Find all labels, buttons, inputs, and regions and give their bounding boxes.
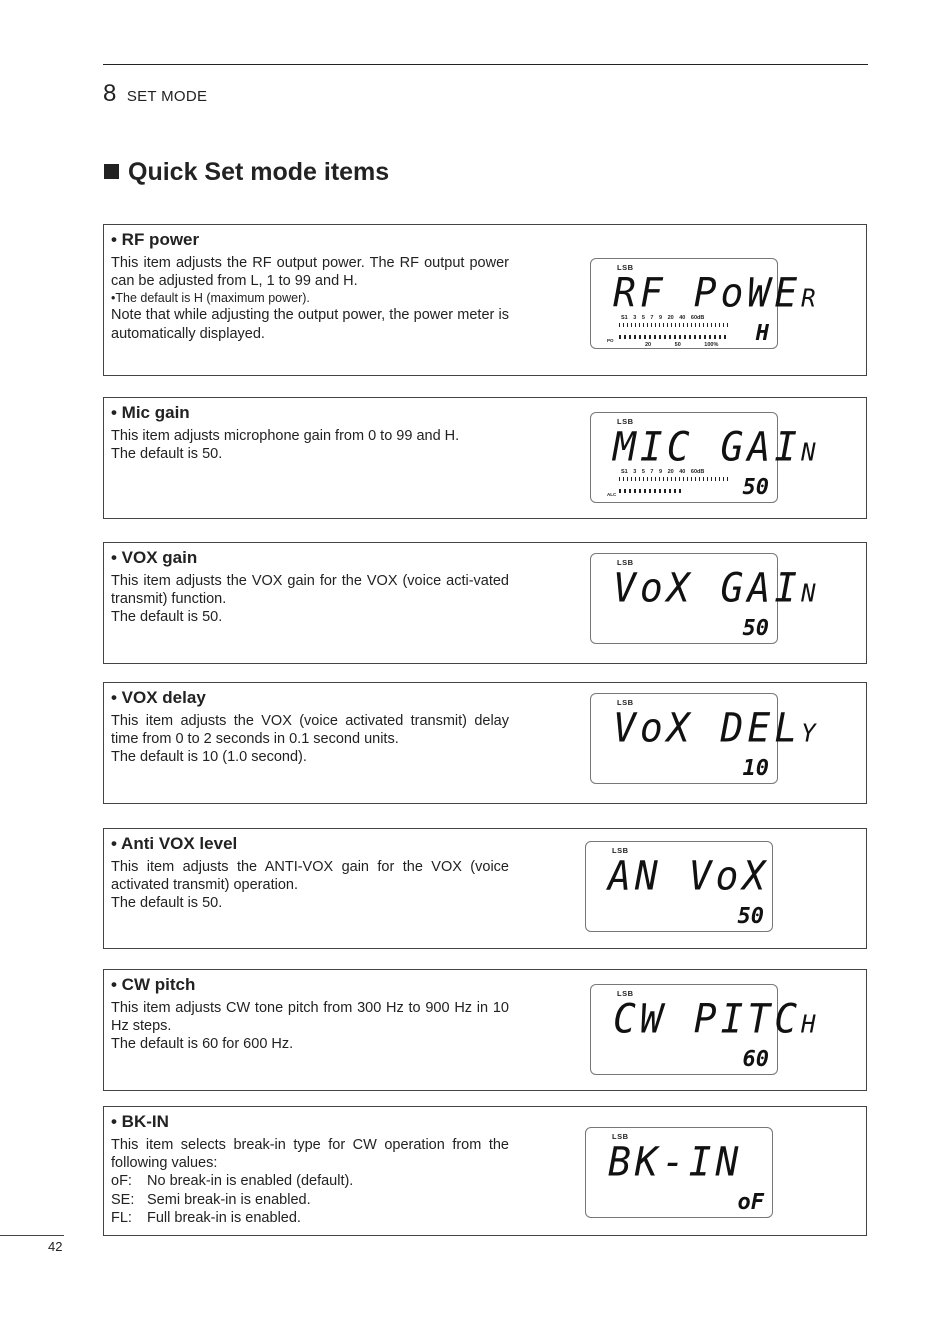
meter-bar [619,335,729,339]
paragraph: This item adjusts the VOX (voice activated transmit) delay time from 0 to 2 seconds in 0.1 second units. [111,713,509,748]
item-description [111,999,509,1054]
item-description [111,858,509,913]
lcd-value: 60 [742,1047,769,1072]
item-description [111,427,509,463]
paragraph: The default is 50. [111,446,223,463]
lcd-value: 50 [737,904,764,929]
lcd-display [590,412,816,503]
item-cw-pitch [103,969,867,1091]
lcd-main-text: MIC GAIN [613,423,816,471]
paragraph: The default is 50. [111,895,223,912]
lcd-value: oF [737,1190,764,1215]
item-heading: • Anti VOX level [111,834,238,853]
paragraph: This item adjusts microphone gain from 0 to 99 and H. [111,428,460,444]
item-anti-vox-level [103,828,867,949]
page-number: 42 [48,1239,63,1254]
lcd-value: 10 [742,756,769,781]
meter-label: ALC [607,492,617,497]
item-mic-gain [103,397,867,519]
item-heading: • RF power [111,230,200,249]
lcd-mode-indicator: LSB [617,417,634,426]
lcd-main-text: VoX GAIN [613,564,816,612]
paragraph-note: •The default is H (maximum power). [111,291,310,306]
lcd-value: 50 [742,616,769,641]
paragraph: This item adjusts the ANTI-VOX gain for the VOX (voice activated transmit) operation. [111,859,509,894]
option-full: FL: Full break-in is enabled. [111,1209,301,1226]
lcd-display [590,984,816,1075]
lcd-mode-indicator: LSB [612,1132,629,1141]
lcd-value: H [755,321,769,346]
lcd-display [585,1127,773,1218]
lcd-main-text: CW PITCH [613,995,816,1043]
header-rule [103,64,868,65]
lcd-value: 50 [742,475,769,500]
lcd-mode-indicator: LSB [617,698,634,707]
lcd-display [590,693,816,784]
item-rf-power [103,224,867,376]
chapter-title: SET MODE [126,88,208,105]
item-description [111,254,509,343]
meter-ticks [619,323,729,327]
footer-rule [0,1235,64,1236]
meter-scale-power: 20 50 100% [645,342,719,348]
lcd-main-text: BK-IN [608,1138,743,1186]
lcd-main-text: RF PoWER [613,269,816,317]
item-heading: • CW pitch [111,975,196,994]
item-heading: • VOX gain [111,548,198,567]
lcd-meter [607,469,737,497]
lcd-mode-indicator: LSB [617,558,634,567]
option-off: oF: No break-in is enabled (default). [111,1173,354,1190]
item-heading: • Mic gain [111,403,190,422]
item-description [111,712,509,767]
meter-ticks [619,477,729,481]
meter-scale: S1 3 5 7 9 20 40 60dB [621,469,705,475]
paragraph: Note that while adjusting the output power, the power meter is automatically displayed. [111,307,509,342]
lcd-main-text: VoX DELY [613,704,816,752]
lcd-display [590,258,816,349]
chapter-header [103,80,207,108]
chapter-number: 8 [103,80,117,107]
lcd-display [585,841,773,932]
lcd-mode-indicator: LSB [617,263,634,272]
lcd-mode-indicator: LSB [617,989,634,998]
item-description [111,1136,509,1227]
lcd-mode-indicator: LSB [612,846,629,855]
item-vox-gain [103,542,867,664]
item-heading: • BK-IN [111,1112,169,1131]
paragraph: This item adjusts the VOX gain for the VOX (voice acti-vated transmit) function. [111,573,509,608]
paragraph: This item adjusts CW tone pitch from 300 Hz to 900 Hz in 10 Hz steps. [111,1000,509,1035]
lcd-meter [607,315,737,348]
section-title [104,158,389,187]
item-bk-in [103,1106,867,1236]
meter-label: PO [607,338,614,343]
paragraph: The default is 60 for 600 Hz. [111,1036,294,1053]
option-semi: SE: Semi break-in is enabled. [111,1191,311,1208]
paragraph: This item selects break-in type for CW operation from the following values: [111,1137,509,1172]
meter-scale: S1 3 5 7 9 20 40 60dB [621,315,705,321]
item-heading: • VOX delay [111,688,206,707]
paragraph: The default is 10 (1.0 second). [111,749,307,766]
square-bullet-icon [104,164,119,179]
item-description [111,572,509,627]
lcd-main-text: AN VoX [608,852,770,900]
lcd-display [590,553,816,644]
meter-bar [619,489,681,493]
item-vox-delay [103,682,867,804]
paragraph: The default is 50. [111,609,223,626]
section-title-text: Quick Set mode items [128,158,390,186]
paragraph: This item adjusts the RF output power. The RF output power can be adjusted from L, 1 to 99 and H. [111,255,509,290]
